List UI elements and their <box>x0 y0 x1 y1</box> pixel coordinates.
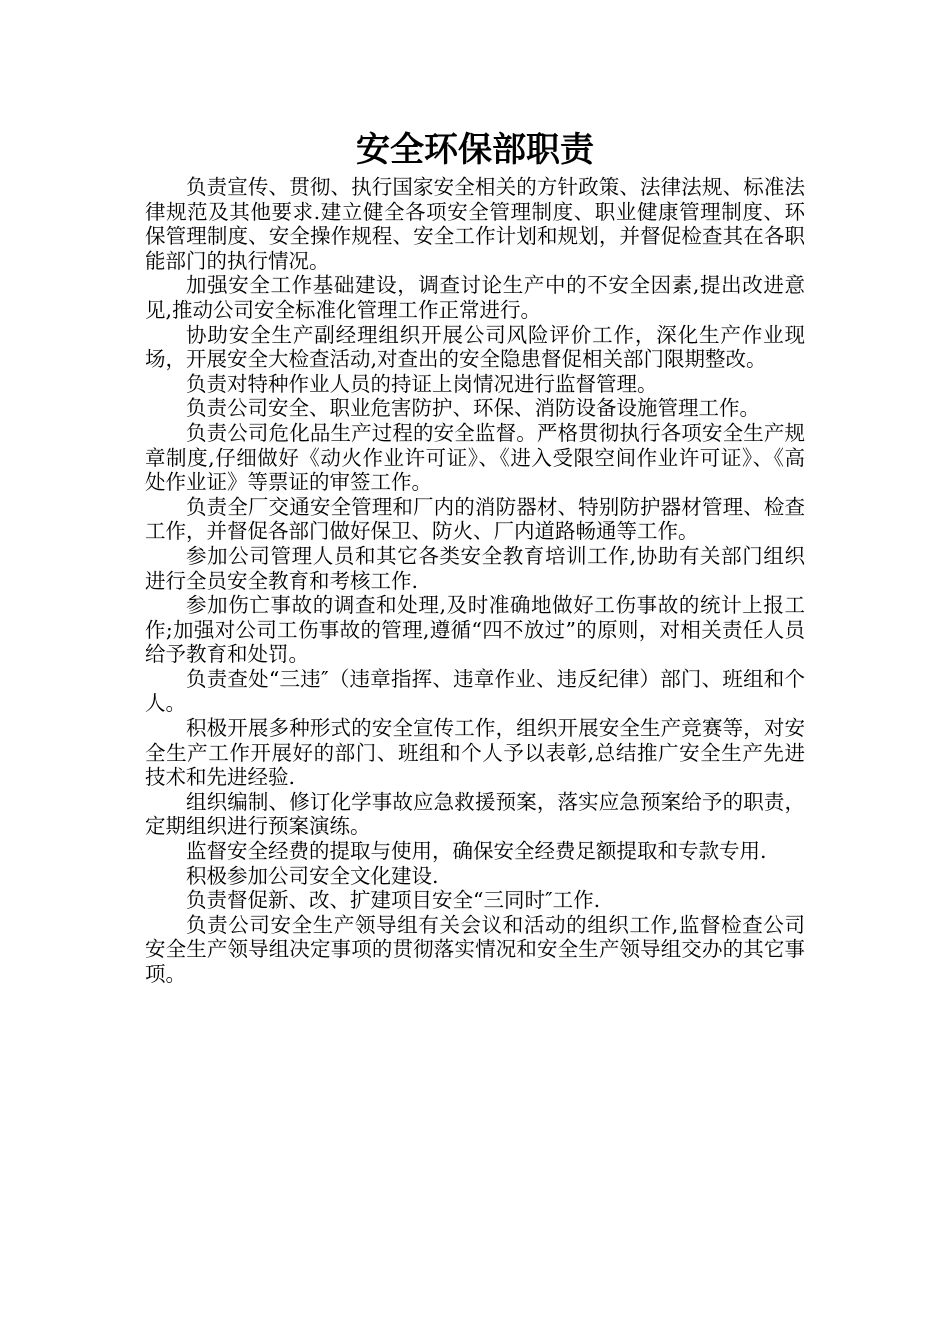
page-title: 安全环保部职责 <box>356 130 594 170</box>
paragraph-10: 负责查处“三违″（违章指挥、违章作业、违反纪律）部门、班组和个人。 <box>145 666 805 716</box>
paragraph-14: 积极参加公司安全文化建设. <box>186 863 439 888</box>
paragraph-6: 负责公司危化品生产过程的安全监督。严格贯彻执行各项安全生产规章制度,仔细做好《动火作业许可证》、《进入受限空间作业许可证》、《高处作业证》等票证的审签工作。 <box>145 420 805 495</box>
paragraph-8: 参加公司管理人员和其它各类安全教育培训工作,协助有关部门组织进行全员安全教育和考核工作. <box>145 543 805 593</box>
paragraph-12: 组织编制、修订化学事故应急救援预案，落实应急预案给予的职责，定期组织进行预案演练。 <box>145 789 805 839</box>
paragraph-13: 监督安全经费的提取与使用，确保安全经费足额提取和专款专用. <box>186 839 767 864</box>
document-body <box>145 175 805 987</box>
paragraph-7: 负责全厂交通安全管理和厂内的消防器材、特别防护器材管理、检查工作，并督促各部门做好保卫、防火、厂内道路畅通等工作。 <box>145 494 805 544</box>
paragraph-4: 负责对特种作业人员的持证上岗情况进行监督管理。 <box>186 371 658 396</box>
paragraph-16: 负责公司安全生产领导组有关会议和活动的组织工作,监督检查公司安全生产领导组决定事项的贯彻落实情况和安全生产领导组交办的其它事项。 <box>145 912 805 986</box>
paragraph-2: 加强安全工作基础建设，调查讨论生产中的不安全因素,提出改进意见,推动公司安全标准化管理工作正常进行。 <box>145 273 805 322</box>
paragraph-9: 参加伤亡事故的调查和处理,及时准确地做好工伤事故的统计上报工作;加强对公司工伤事故的管理,遵循“四不放过”的原则，对相关责任人员给予教育和处罚。 <box>145 593 805 667</box>
paragraph-1: 负责宣传、贯彻、执行国家安全相关的方针政策、法律法规、标准法律规范及其他要求.建立健全各项安全管理制度、职业健康管理制度、环保管理制度、安全操作规程、安全工作计划和规划，并督促检查其在各职能部门的执行情况。 <box>145 175 805 273</box>
paragraph-15: 负责督促新、改、扩建项目安全“三同时″工作. <box>186 888 601 913</box>
paragraph-5: 负责公司安全、职业危害防护、环保、消防设备设施管理工作。 <box>186 396 760 421</box>
paragraph-11: 积极开展多种形式的安全宣传工作，组织开展安全生产竞赛等，对安全生产工作开展好的部门、班组和个人予以表彰,总结推广安全生产先进技术和先进经验. <box>145 716 805 790</box>
paragraph-3: 协助安全生产副经理组织开展公司风险评价工作，深化生产作业现场，开展安全大检查活动,对查出的安全隐患督促相关部门限期整改。 <box>145 322 805 372</box>
